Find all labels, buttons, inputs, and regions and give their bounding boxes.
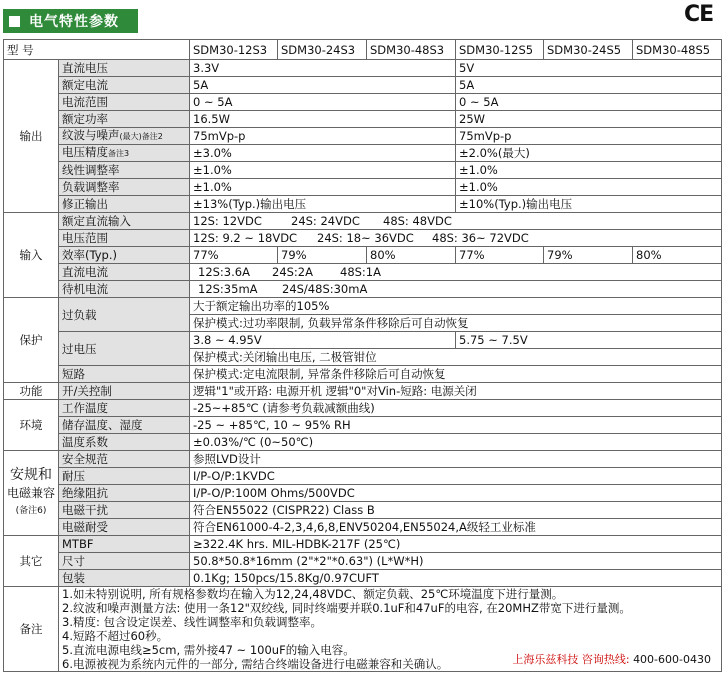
param-label-text: 纹波与噪声	[62, 128, 120, 142]
param-label	[59, 128, 190, 145]
overvoltage-s5: 5.75 ~ 7.5V	[456, 332, 722, 349]
safety-group-line3: (备注6)	[15, 506, 47, 516]
param-label: 尺寸	[59, 553, 190, 570]
model-name: SDM30-24S5	[544, 40, 633, 60]
safety-row	[4, 451, 722, 468]
note-line: 5.直流电源电线≥5cm, 需外接47 ~ 100uF的输入电容。	[62, 643, 355, 657]
param-label-text: 电压精度	[62, 145, 108, 159]
safety-value: 符合EN55022 (CISPR22) Class B	[190, 502, 722, 519]
value-48s: 48S: 48VDC	[383, 214, 452, 228]
param-label: MTBF	[59, 536, 190, 553]
model-name: SDM30-48S5	[633, 40, 722, 60]
protection-group-label: 保护	[4, 298, 59, 383]
value-s5: 25W	[456, 111, 722, 128]
rated-input-values	[190, 213, 722, 230]
param-label: 开/关控制	[59, 383, 190, 400]
input-row	[4, 264, 722, 281]
safety-value: 符合EN61000-4-2,3,4,6,8,ENV50204,EN55024,A级轻工业标准	[190, 519, 722, 536]
param-note: (最大)备注2	[119, 132, 163, 141]
environment-group-label: 环境	[4, 400, 59, 451]
model-name: SDM30-48S3	[367, 40, 456, 60]
param-label: 耐压	[59, 468, 190, 485]
param-label: 温度系数	[59, 434, 190, 451]
overload-threshold: 大于额定输出功率的105%	[190, 298, 722, 315]
spec-table	[3, 39, 722, 672]
input-row	[4, 230, 722, 247]
model-name: SDM30-12S3	[190, 40, 278, 60]
model-name: SDM30-12S5	[456, 40, 544, 60]
function-row	[4, 383, 722, 400]
output-group-label: 输出	[4, 60, 59, 213]
param-label: 绝缘阻抗	[59, 485, 190, 502]
other-row	[4, 570, 722, 587]
param-label: 安全规范	[59, 451, 190, 468]
safety-group-line1: 安规和	[10, 467, 52, 483]
value-s5: ±2.0%(最大)	[456, 145, 722, 162]
notes-block	[59, 587, 722, 672]
square-bullet-icon	[9, 16, 20, 27]
safety-group-line2: 电磁兼容	[7, 486, 56, 500]
other-value: 0.1Kg; 150pcs/15.8Kg/0.97CUFT	[190, 570, 722, 587]
note-line: 2.纹波和噪声测量方法: 使用一条12"双绞线, 同时终端要并联0.1uF和47uF的电容, 在20MHZ带宽下进行量测。	[62, 601, 631, 615]
param-label: 额定电流	[59, 77, 190, 94]
other-row	[4, 536, 722, 553]
value-s3: 3.3V	[190, 60, 456, 77]
value-s5: ±10%(Typ.)输出电压	[456, 196, 722, 213]
safety-row	[4, 485, 722, 502]
model-row	[4, 40, 722, 60]
value-s3: 75mVp-p	[190, 128, 456, 145]
param-label: 工作温度	[59, 400, 190, 417]
value-12s: 12S:3.6A	[198, 265, 250, 279]
hotline-number: 400-600-0430	[633, 653, 711, 666]
value-24s: 24S: 18~ 36VDC	[317, 231, 414, 245]
value-s3: 0 ~ 5A	[190, 94, 456, 111]
safety-row	[4, 502, 722, 519]
model-label: 型 号	[4, 40, 190, 60]
value-12s: 12S: 12VDC	[193, 214, 262, 228]
value-24s-48s: 24S/48S:30mA	[282, 282, 368, 296]
note-line: 4.短路不超过60秒。	[62, 629, 169, 643]
dc-current-values	[190, 264, 722, 281]
env-value: ±0.03%/℃ (0~50℃)	[190, 434, 722, 451]
value-24s: 24S: 24VDC	[291, 214, 360, 228]
other-value: 50.8*50.8*16mm (2"*2"*0.63") (L*W*H)	[190, 553, 722, 570]
other-group-label: 其它	[4, 536, 59, 587]
efficiency-value: 80%	[633, 247, 722, 264]
value-12s: 12S: 9.2 ~ 18VDC	[193, 231, 298, 245]
overvoltage-s3: 3.8 ~ 4.95V	[190, 332, 456, 349]
efficiency-value: 77%	[456, 247, 544, 264]
param-label: 电流范围	[59, 94, 190, 111]
protection-row	[4, 332, 722, 349]
function-group-label: 功能	[4, 383, 59, 400]
environment-row	[4, 400, 722, 417]
param-label: 线性调整率	[59, 162, 190, 179]
value-s5: ±1.0%	[456, 179, 722, 196]
env-value: -25~+85℃ (请参考负载减额曲线)	[190, 400, 722, 417]
short-circuit-mode: 保护模式:定电流限制, 异常条件移除后可自动恢复	[190, 366, 722, 383]
param-label: 电磁耐受	[59, 519, 190, 536]
param-label: 直流电压	[59, 60, 190, 77]
output-row	[4, 145, 722, 162]
input-row	[4, 213, 722, 230]
note-line: 3.精度: 包含设定误差、线性调整率和负载调整率。	[62, 615, 322, 629]
value-s5: 5V	[456, 60, 722, 77]
efficiency-value: 80%	[367, 247, 456, 264]
voltage-range-values	[190, 230, 722, 247]
standby-current-values	[190, 281, 722, 298]
hotline	[512, 653, 711, 667]
output-row	[4, 94, 722, 111]
param-label: 额定功率	[59, 111, 190, 128]
param-label: 待机电流	[59, 281, 190, 298]
notes-group-label: 备注	[4, 587, 59, 672]
value-s3: 5A	[190, 77, 456, 94]
value-s3: ±3.0%	[190, 145, 456, 162]
notes-row	[4, 587, 722, 672]
value-s3: 16.5W	[190, 111, 456, 128]
output-row	[4, 60, 722, 77]
param-label: 过电压	[59, 332, 190, 366]
value-24s: 24S:2A	[272, 265, 313, 279]
section-title: 电气特性参数	[29, 14, 119, 30]
other-row	[4, 553, 722, 570]
param-label: 修正输出	[59, 196, 190, 213]
value-s3: ±1.0%	[190, 162, 456, 179]
param-label: 电磁干扰	[59, 502, 190, 519]
env-value: -25 ~ +85℃, 10 ~ 95% RH	[190, 417, 722, 434]
other-value: ≥322.4K hrs. MIL-HDBK-217F (25℃)	[190, 536, 722, 553]
safety-value: I/P-O/P:100M Ohms/500VDC	[190, 485, 722, 502]
param-label: 额定直流输入	[59, 213, 190, 230]
param-label: 电压范围	[59, 230, 190, 247]
efficiency-value: 77%	[190, 247, 278, 264]
input-row	[4, 281, 722, 298]
output-row	[4, 128, 722, 145]
value-s3: ±13%(Typ.)输出电压	[190, 196, 456, 213]
param-label	[59, 145, 190, 162]
efficiency-value: 79%	[278, 247, 367, 264]
output-row	[4, 111, 722, 128]
output-row	[4, 196, 722, 213]
param-note: 备注3	[108, 149, 130, 158]
model-name: SDM30-24S3	[278, 40, 367, 60]
efficiency-value: 79%	[544, 247, 633, 264]
hotline-label: 上海乐兹科技 咨询热线:	[512, 653, 630, 666]
protection-row	[4, 366, 722, 383]
param-label: 短路	[59, 366, 190, 383]
overload-mode: 保护模式:过功率限制, 负载异常条件移除后可自动恢复	[190, 315, 722, 332]
value-s3: ±1.0%	[190, 179, 456, 196]
param-label: 直流电流	[59, 264, 190, 281]
protection-row	[4, 298, 722, 315]
safety-row	[4, 468, 722, 485]
environment-row	[4, 434, 722, 451]
value-s5: 75mVp-p	[456, 128, 722, 145]
output-row	[4, 77, 722, 94]
note-line: 6.电源被视为系统内元件的一部分, 需结合终端设备进行电磁兼容和关确认。	[62, 657, 449, 671]
param-label: 过负载	[59, 298, 190, 332]
note-line: 1.如未特别说明, 所有规格参数均在输入为12,24,48VDC、额定负载、25℃环境温度下进行量测。	[62, 587, 564, 601]
overvoltage-mode: 保护模式:关闭输出电压, 二极管钳位	[190, 349, 722, 366]
output-row	[4, 179, 722, 196]
safety-value: 参照LVD设计	[190, 451, 722, 468]
safety-group-label	[4, 451, 59, 536]
param-label: 负载调整率	[59, 179, 190, 196]
value-48s: 48S:1A	[340, 265, 381, 279]
param-label: 包装	[59, 570, 190, 587]
safety-value: I/P-O/P:1KVDC	[190, 468, 722, 485]
input-group-label: 输入	[4, 213, 59, 298]
environment-row	[4, 417, 722, 434]
param-label: 效率(Typ.)	[59, 247, 190, 264]
value-12s: 12S:35mA	[198, 282, 258, 296]
value-s5: 0 ~ 5A	[456, 94, 722, 111]
on-off-control-text: 逻辑"1"或开路: 电源开机 逻辑"0"对Vin-短路: 电源关闭	[190, 383, 722, 400]
input-row	[4, 247, 722, 264]
output-row	[4, 162, 722, 179]
value-48s: 48S: 36~ 72VDC	[432, 231, 529, 245]
section-header	[3, 9, 138, 33]
safety-row	[4, 519, 722, 536]
value-s5: 5A	[456, 77, 722, 94]
param-label: 储存温度、湿度	[59, 417, 190, 434]
value-s5: ±1.0%	[456, 162, 722, 179]
ce-mark-logo: CE	[684, 2, 714, 27]
